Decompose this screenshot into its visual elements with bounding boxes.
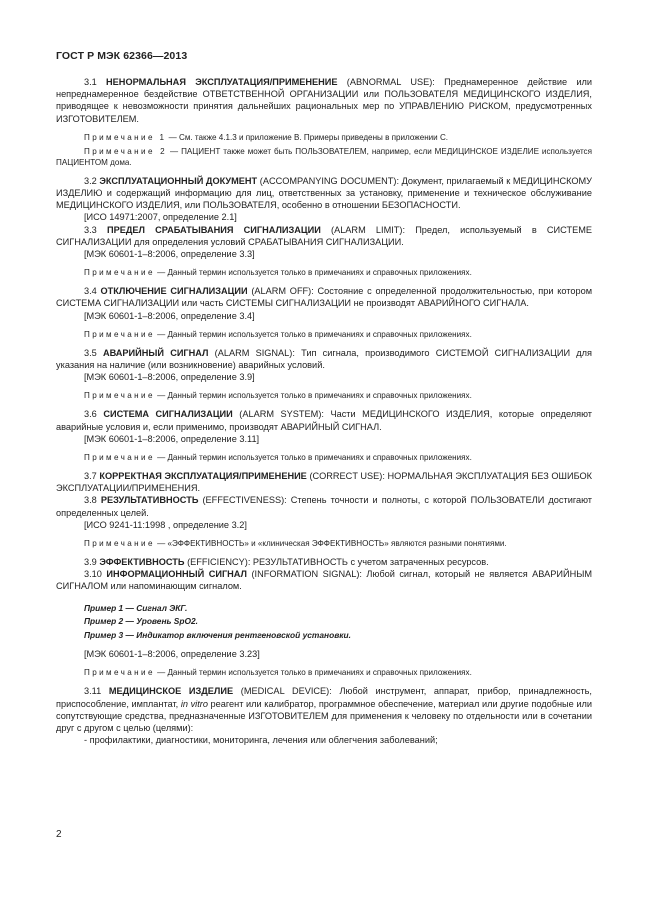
note: Примечание 1 — См. также 4.1.3 и приложение В. Примеры приведены в приложении С. [84,132,449,142]
note: Примечание — Данный термин используется только в примечаниях и справочных приложениях. [84,329,472,339]
term: ОТКЛЮЧЕНИЕ СИГНАЛИЗАЦИИ [100,286,248,297]
term: ПРЕДЕЛ СРАБАТЫВАНИЯ СИГНАЛИЗАЦИИ [106,224,321,235]
note: Примечание — «ЭФФЕКТИВНОСТЬ» и «клиническая ЭФФЕКТИВНОСТЬ» являются разными понятиями. [84,539,507,549]
example: Пример 1 — Сигнал ЭКГ. [84,602,188,613]
term: ИНФОРМАЦИОННЫЙ СИГНАЛ [106,569,247,580]
reference: [ИСО 14971:2007, определение 2.1] [84,212,237,223]
definition-3-9: 3.9 ЭФФЕКТИВНОСТЬ (EFFICIENCY): РЕЗУЛЬТАТИВНОСТЬ с учетом затраченных ресурсов. [84,557,489,568]
term: ЭФФЕКТИВНОСТЬ [99,557,185,568]
note: Примечание — Данный термин используется только в примечаниях и справочных приложениях. [84,668,472,678]
term: СИСТЕМА СИГНАЛИЗАЦИИ [103,409,233,420]
note: Примечание 2 — ПАЦИЕНТ также может быть ПОЛЬЗОВАТЕЛЕМ, например, если МЕДИЦИНСКОЕ ИЗДЕЛИЕ используется ПАЦИЕНТОМ дома. [56,146,592,167]
definition-3-8: 3.8 РЕЗУЛЬТАТИВНОСТЬ (EFFECTIVENESS): Степень точности и полноты, с которой ПОЛЬЗОВАТЕЛИ достигают определенных целей. [56,495,592,518]
term: КОРРЕКТНАЯ ЭКСПЛУАТАЦИЯ/ПРИМЕНЕНИЕ [99,471,307,482]
list-item: - профилактики, диагностики, мониторинга, лечения или облегчения заболеваний; [84,735,438,746]
term: АВАРИЙНЫЙ СИГНАЛ [102,347,209,358]
definition-3-1: 3.1 НЕНОРМАЛЬНАЯ ЭКСПЛУАТАЦИЯ/ПРИМЕНЕНИЕ (ABNORMAL USE): Преднамеренное действие или непреднамеренное бездействие ОТВЕТСТВЕННОЙ ОРГАНИЗАЦИИ или ПОЛЬЗОВАТЕЛЯ МЕДИЦИНСКОГО ИЗДЕЛИЯ, приводящее к невозможности принятия дальнейших рациональных мер по УПРАВЛЕНИЮ РИСКОМ, предусмотренных ИЗГОТОВИТЕЛЕМ. [56,77,592,124]
definition-3-6: 3.6 СИСТЕМА СИГНАЛИЗАЦИИ (ALARM SYSTEM): Части МЕДИЦИНСКОГО ИЗДЕЛИЯ, которые определяют аварийные условия и, если применимо, производят АВАРИЙНЫЙ СИГНАЛ. [56,409,592,432]
definition-3-7: 3.7 КОРРЕКТНАЯ ЭКСПЛУАТАЦИЯ/ПРИМЕНЕНИЕ (CORRECT USE): НОРМАЛЬНАЯ ЭКСПЛУАТАЦИЯ БЕЗ ОШИБОК ЭКСПЛУАТАЦИИ/ПРИМЕНЕНИЯ. [56,471,593,494]
reference: [МЭК 60601-1–8:2006, определение 3.11] [84,433,260,444]
definition-3-3: 3.3 ПРЕДЕЛ СРАБАТЫВАНИЯ СИГНАЛИЗАЦИИ (ALARM LIMIT): Предел, используемый в СИСТЕМЕ СИГНАЛИЗАЦИИ для определения условий СРАБАТЫВАНИЯ СИГНАЛИЗАЦИИ. [56,224,592,247]
page-header: ГОСТ Р МЭК 62366—2013 [56,50,188,62]
page-number: 2 [56,829,62,840]
reference: [МЭК 60601-1–8:2006, определение 3.4] [84,310,255,321]
reference: [МЭК 60601-1–8:2006, определение 3.3] [84,249,255,260]
definition-3-11: 3.11 МЕДИЦИНСКОЕ ИЗДЕЛИЕ (MEDICAL DEVICE): Любой инструмент, аппарат, прибор, принадлежность, приспособление, имплантат, in vitro реагент или калибратор, программное обеспечение, материал или другие подобные или сопутствующие средства, предназначенные ИЗГОТОВИТЕЛЕМ для применения к человеку по отдельности или в сочетании друг с другом с целью (целями): [56,686,592,733]
term: ЭКСПЛУАТАЦИОННЫЙ ДОКУМЕНТ [99,175,258,186]
document-body [56,76,592,746]
note: Примечание — Данный термин используется только в примечаниях и справочных приложениях. [84,268,472,278]
example: Пример 2 — Уровень SpO2. [84,616,198,627]
term: РЕЗУЛЬТАТИВНОСТЬ [100,495,199,506]
definition-3-10: 3.10 ИНФОРМАЦИОННЫЙ СИГНАЛ (INFORMATION SIGNAL): Любой сигнал, который не является АВАРИЙНЫМ СИГНАЛОМ или напоминающим сигналом. [56,569,592,592]
term: НЕНОРМАЛЬНАЯ ЭКСПЛУАТАЦИЯ/ПРИМЕНЕНИЕ [106,77,338,87]
definition-3-4: 3.4 ОТКЛЮЧЕНИЕ СИГНАЛИЗАЦИИ (ALARM OFF): Состояние с определенной продолжительностью, при котором СИСТЕМА СИГНАЛИЗАЦИИ или часть СИСТЕМЫ СИГНАЛИЗАЦИИ не производят АВАРИЙНОГО СИГНАЛА. [56,286,593,309]
reference: [МЭК 60601-1–8:2006, определение 3.9] [84,372,255,383]
definition-3-5: 3.5 АВАРИЙНЫЙ СИГНАЛ (ALARM SIGNAL): Тип сигнала, производимого СИСТЕМОЙ СИГНАЛИЗАЦИИ для указания на наличие (или возникновение) аварийных условий. [56,347,593,371]
reference: [МЭК 60601-1–8:2006, определение 3.23] [84,649,260,660]
example: Пример 3 — Индикатор включения рентгеновской установки. [84,629,351,640]
note: Примечание — Данный термин используется только в примечаниях и справочных приложениях. [84,453,472,463]
definition-3-2: 3.2 ЭКСПЛУАТАЦИОННЫЙ ДОКУМЕНТ (ACCOMPANYING DOCUMENT): Документ, прилагаемый к МЕДИЦИНСКОМУ ИЗДЕЛИЮ и содержащий информацию для лиц, ответственных за установку, применение и техническое обслуживание МЕДИЦИНСКОГО ИЗДЕЛИЯ, или ПОЛЬЗОВАТЕЛЯ, особенно в отношении БЕЗОПАСНОСТИ. [56,175,592,211]
reference: [ИСО 9241-11:1998 , определение 3.2] [84,519,247,530]
note: Примечание — Данный термин используется только в примечаниях и справочных приложениях. [84,391,472,401]
term: МЕДИЦИНСКОЕ ИЗДЕЛИЕ [108,686,234,697]
